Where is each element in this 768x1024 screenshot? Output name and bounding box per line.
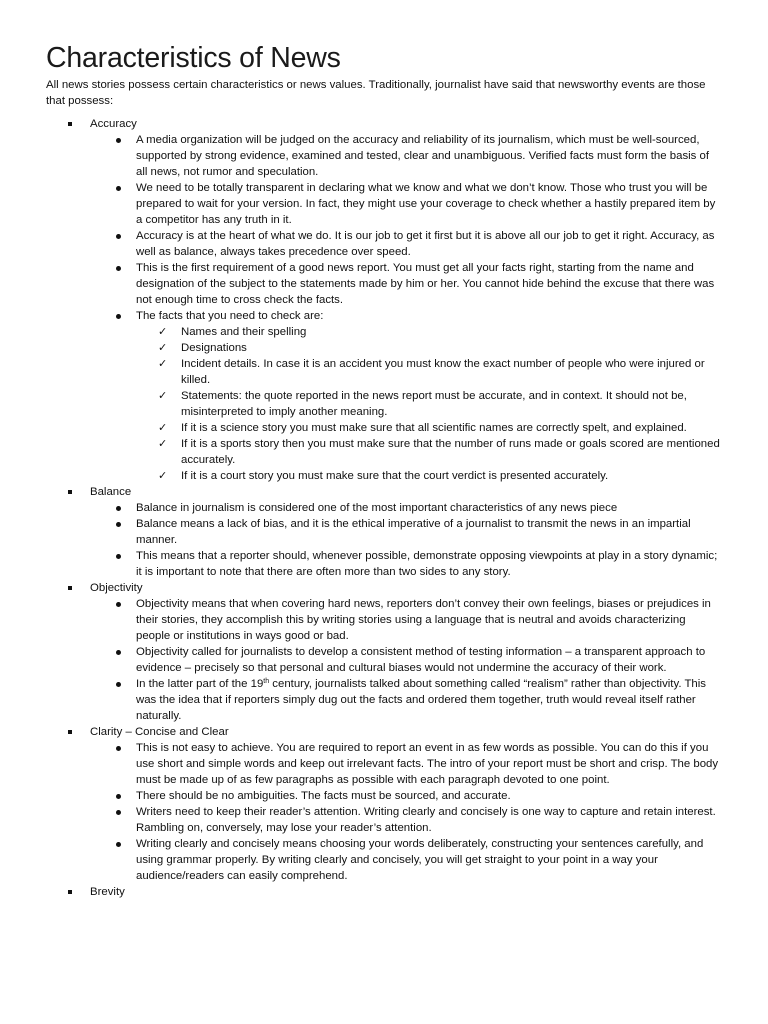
bullet-item [0,644,721,676]
checklist-item-text: Statements: the quote reported in the news report must be accurate, and in context. It should not be, misinterpreted to imply another meaning. [181,390,687,418]
section-heading [0,724,768,740]
checklist-item [0,356,721,388]
round-bullet-icon [116,746,121,751]
superscript-text: th [263,678,270,685]
document-title: Characteristics of News [46,42,341,74]
bullet-item [0,740,721,788]
bullet-text: Balance means a lack of bias, and it is the ethical imperative of a journalist to transmit the news in an impartial manner. [136,518,691,546]
bullet-item [0,260,721,308]
round-bullet-icon [116,138,121,143]
section-heading [0,116,768,132]
bullet-text: Writing clearly and concisely means choosing your words deliberately, constructing your sentences carefully, and using grammar properly. By writing clearly and concisely, you will get straight to your point in a way your audience/readers can easily comprehend. [136,838,704,882]
round-bullet-icon [116,842,121,847]
round-bullet-icon [116,522,121,527]
checkmark-icon: ✓ [158,342,168,354]
bullet-item [0,516,721,548]
bullet-text: The facts that you need to check are: [136,310,324,322]
round-bullet-icon [116,650,121,655]
checkmark-icon: ✓ [158,438,168,450]
round-bullet-icon [116,314,121,319]
bullet-text-continued: century, journalists talked about something called “realism” rather than objectivity. This was the idea that if reporters simply dug out the facts and ordered them together, truth would reveal itself rather naturally. [136,678,706,722]
checkmark-icon: ✓ [158,358,168,370]
checklist-item [0,324,721,340]
bullet-text: Writers need to keep their reader’s attention. Writing clearly and concisely is one way to capture and retain interest. Rambling on, conversely, may lose your reader’s attention. [136,806,716,834]
checkmark-icon: ✓ [158,470,168,482]
square-bullet-icon [68,730,72,734]
checklist-item-text: If it is a science story you must make sure that all scientific names are correctly spelt, and explained. [181,422,687,434]
bullet-text: Balance in journalism is considered one of the most important characteristics of any news piece [136,502,618,514]
bullet-item [0,132,721,180]
bullet-list [0,132,768,484]
checklist-item-text: Names and their spelling [181,326,307,338]
bullet-text: Objectivity means that when covering hard news, reporters don’t convey their own feelings, biases or prejudices in their stories, they accomplish this by writing stories using a language that is neutral and avoids characterizing people or institutions in ways good or bad. [136,598,711,642]
section [0,724,768,884]
checklist-item [0,388,721,420]
bullet-text: Objectivity called for journalists to develop a consistent method of testing information – a transparent approach to evidence – precisely so that personal and cultural biases would not undermine the accuracy of their work. [136,646,706,674]
square-bullet-icon [68,122,72,126]
bullet-item [0,548,721,580]
square-bullet-icon [68,490,72,494]
checklist-item [0,420,721,436]
bullet-item [0,788,721,804]
bullet-text: In the latter part of the 19 [136,678,264,690]
checklist-item [0,436,721,468]
square-bullet-icon [68,890,72,894]
section-heading [0,884,768,900]
bullet-text: Accuracy is at the heart of what we do. It is our job to get it first but it is above all our job to get it right. Accuracy, as well as balance, always takes precedence over speed. [136,230,715,258]
bullet-list [0,596,768,724]
bullet-item [0,836,721,884]
checklist-item [0,340,721,356]
section-heading-text: Balance [90,486,132,498]
section-heading [0,580,768,596]
section [0,580,768,724]
checklist-item-text: Designations [181,342,247,354]
bullet-text: This is the first requirement of a good news report. You must get all your facts right, starting from the name and designation of the subject to the statements made by him or her. You cannot hide behind the excuse that there was not enough time to cross check the facts. [136,262,715,306]
section [0,884,768,900]
document-body [0,116,768,900]
square-bullet-icon [68,586,72,590]
section [0,484,768,580]
section-heading-text: Accuracy [90,118,137,130]
bullet-item [0,804,721,836]
checklist [0,324,768,484]
checkmark-icon: ✓ [158,326,168,338]
section-heading-text: Brevity [90,886,125,898]
round-bullet-icon [116,234,121,239]
section [0,116,768,484]
bullet-item [0,676,721,724]
bullet-text: A media organization will be judged on the accuracy and reliability of its journalism, which must be well-sourced, supported by strong evidence, examined and tested, clear and unambiguous. Verified facts must form the basis of all news, not rumor and speculation. [136,134,710,178]
round-bullet-icon [116,810,121,815]
section-heading-text: Objectivity [90,582,143,594]
bullet-item [0,308,721,324]
bullet-item [0,228,721,260]
round-bullet-icon [116,602,121,607]
round-bullet-icon [116,794,121,799]
checkmark-icon: ✓ [158,390,168,402]
bullet-item [0,500,721,516]
checklist-item [0,468,721,484]
checkmark-icon: ✓ [158,422,168,434]
round-bullet-icon [116,506,121,511]
bullet-text: This means that a reporter should, whenever possible, demonstrate opposing viewpoints at play in a story dynamic; it is important to note that there are often more than two sides to any story. [136,550,718,578]
round-bullet-icon [116,186,121,191]
checklist-item-text: If it is a sports story then you must make sure that the number of runs made or goals scored are mentioned accurately. [181,438,720,466]
bullet-list [0,740,768,884]
bullet-text: This is not easy to achieve. You are required to report an event in as few words as possible. You can do this if you use short and simple words and keep out irrelevant facts. The intro of your report must be short and crisp. The body must be made up of as few paragraphs as possible with each paragraph devoted to one point. [136,742,719,786]
round-bullet-icon [116,266,121,271]
bullet-item [0,180,721,228]
round-bullet-icon [116,554,121,559]
intro-paragraph: All news stories possess certain characteristics or news values. Traditionally, journalist have said that newsworthy events are those that possess: [46,79,706,107]
checklist-item-text: If it is a court story you must make sure that the court verdict is presented accurately. [181,470,609,482]
bullet-item [0,596,721,644]
bullet-list [0,500,768,580]
checklist-item-text: Incident details. In case it is an accident you must know the exact number of people who were injured or killed. [181,358,705,386]
round-bullet-icon [116,682,121,687]
bullet-text: There should be no ambiguities. The facts must be sourced, and accurate. [136,790,511,802]
bullet-text: We need to be totally transparent in declaring what we know and what we don’t know. Those who trust you will be prepared to wait for your version. In fact, they might use your coverage to check whether a hastily prepared item by a competitor has any truth in it. [136,182,716,226]
section-heading [0,484,768,500]
section-heading-text: Clarity – Concise and Clear [90,726,229,738]
